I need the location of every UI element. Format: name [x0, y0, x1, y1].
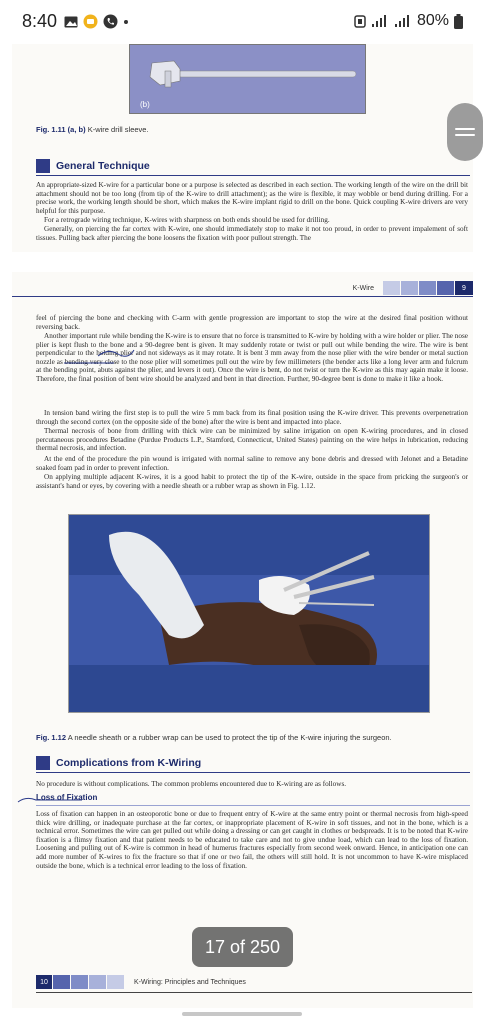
- surgical-photo-needle-sheath: [68, 514, 430, 713]
- footer-page-number: 10: [36, 975, 52, 989]
- paragraph: An appropriate-sized K-wire for a particular bone or a purpose is selected as described in each section. The working length of the wire on the drill bit attachment should not be too long (from tip of the K-wire to drill attachment); as the wire is flexible, it may wobble or bend during drilling. For a precise work, the working length should be short, which makes the K-wire implant rigid to drill on the bone. Quick coupling K-wire drivers are very helpful for this purpose.: [36, 181, 468, 215]
- photo-illustration: [69, 515, 429, 712]
- header-block: [383, 281, 400, 295]
- section-rule: [36, 175, 470, 176]
- status-bar: [0, 0, 485, 44]
- page-counter: 17 of 250: [192, 927, 293, 967]
- menu-icon: [455, 128, 475, 130]
- subsection-title: Loss of Fixation: [36, 793, 98, 802]
- footer-title: K-Wiring: Principles and Techniques: [134, 978, 246, 986]
- caption-label: Fig. 1.11 (a, b): [36, 125, 86, 134]
- notification-icons: [64, 14, 129, 29]
- header-block: [437, 281, 454, 295]
- paragraph: feel of piercing the bone and checking with C-arm with gentle progression are important to stop the wire at the desired final position without reversing back.: [36, 314, 468, 331]
- page-gap: [0, 252, 485, 272]
- header-block: [401, 281, 418, 295]
- gesture-nav-bar[interactable]: [182, 1012, 302, 1016]
- ink-strike-mark: [96, 346, 136, 360]
- running-header-title: K-Wire: [352, 284, 374, 292]
- footer-block: [71, 975, 88, 989]
- battery-icon: [454, 14, 463, 29]
- signal-icon-2: [394, 14, 412, 28]
- page-top: [12, 44, 473, 252]
- footer-block: [53, 975, 70, 989]
- subsection-rule: [36, 805, 470, 806]
- menu-handle-button[interactable]: [447, 103, 483, 161]
- section-title: Complications from K-Wiring: [56, 756, 202, 769]
- status-time: 8:40: [22, 11, 58, 31]
- paragraph: On applying multiple adjacent K-wires, it is a good habit to protect the tip of the K-wire, outside in the space from pricking the surgeon's or assistant's hand or eyes, by covering with a needle sheath or a rubber wrap as shown in Fig. 1.12.: [36, 473, 468, 490]
- paragraph: Another important rule while bending the K-wire is to ensure that no force is transmitted to K-wire by holding with a wire holder or plier. The nose plier is kept flush to the bone and a 90-degree bent is given. It may suddenly rotate or twist or pull out while bending the wire. The wire is bent perpendicular to the holding plier and not sideways as it may rotate. It is bent 3 mm away from the nose plier with the wire bender or metal suction nozzle as bending very close to the nose plier will sometimes pull out the wire by few millimeters (the bender acts like a long lever arm and fulcrum at the bending point, abuts against the plier, and levers it out). Once the wire is bent, do not twist or turn the K-wire as this may again make it loose. Therefore, the final position of bent wire should be analyzed and bent in that direction. Further, 90-degree bent is done to make it like a hook.: [36, 332, 468, 383]
- caption-label: Fig. 1.12: [36, 733, 67, 742]
- paragraph: Loss of fixation can happen in an osteoporotic bone or due to frequent entry of K-wire at the same entry point or thermal necrosis from high-speed thick wire drilling, or inadequate purchase at the far cortex, or inappropriate placement of K-wire in soft tissues, and not in the bone, which is a technical error. Sometimes the wire can get pulled out while doing a dressing or can get caught in clothes or bedspreads. It is to be noted that K-wire fixation is a flimsy fixation and that patient needs to be educated to take care and not to give undue load, which can lead to the loss of fixation. Loosening and pulling out of K-wire is common in head of humerus fractures especially from second week onward. Hence, in anticipation one can add more number of K-wires to fix the fracture so that if one or two fail, the others will still hold. It is not uncommon to have K-wire misplaced outside the bone, which is a technical error leading to the loss of fixation.: [36, 810, 468, 870]
- paragraph: Thermal necrosis of bone from drilling with thick wire can be minimized by saline irrigation on open K-wiring procedures, and in closed percutaneous procedures Betadine (Purdue Products L.P., Stamford, Connecticut, United States) painting on the wire helps in lubrication, reducing thermal necrosis, and infection.: [36, 427, 468, 453]
- running-header: [12, 280, 473, 296]
- paragraph: For a retrograde wiring technique, K-wires with sharpness on both ends should be used for drilling.: [44, 216, 330, 224]
- phone-icon: [103, 14, 118, 29]
- figure-label-b: (b): [140, 100, 150, 109]
- page-main: [12, 272, 473, 1008]
- section-marker: [36, 756, 50, 770]
- paragraph: Generally, on piercing the far cortex with K-wire, one should immediately stop to make it not too proud, in order to prevent impalement of soft tissues. Pulling back after piercing the bone loosens the fixation with poor pullout strength. The: [36, 225, 468, 242]
- kwire-drill-sleeve-figure: [129, 44, 366, 114]
- system-status: [354, 12, 463, 30]
- paragraph: No procedure is without complications. The common problems encountered due to K-wiring are as follows.: [36, 780, 347, 788]
- footer-block: [89, 975, 106, 989]
- section-rule: [36, 772, 470, 773]
- drill-sleeve-illustration: [130, 45, 365, 113]
- page-number: 9: [455, 281, 473, 295]
- menu-icon-line: [455, 134, 475, 136]
- gallery-icon: [64, 16, 78, 28]
- app-icon: [83, 14, 98, 29]
- running-footer: [36, 974, 476, 990]
- section-marker: [36, 159, 50, 173]
- section-heading-general-technique: [36, 157, 150, 174]
- header-rule: [12, 296, 473, 297]
- caption-text: A needle sheath or a rubber wrap can be used to protect the tip of the K-wire injuring the surgeon.: [67, 733, 392, 742]
- section-title: General Technique: [56, 159, 150, 172]
- footer-rule: [36, 992, 472, 993]
- figure-caption-1-12: [36, 733, 392, 742]
- caption-text: K-wire drill sleeve.: [87, 125, 149, 134]
- signal-icon: [371, 14, 389, 28]
- section-heading-complications: [36, 754, 201, 771]
- paragraph: In tension band wiring the first step is to pull the wire 5 mm back from its final position using the K-wire driver. This prevents overpenetration through the second cortex (on the opposite side of the bone) after the wire is bent and impacted into place.: [36, 409, 468, 426]
- ink-underline: [64, 360, 116, 366]
- alarm-icon: [354, 14, 366, 28]
- dot-icon: [123, 19, 129, 25]
- header-block: [419, 281, 436, 295]
- footer-block: [107, 975, 124, 989]
- battery-percent: 80%: [416, 12, 449, 29]
- paragraph: At the end of the procedure the pin wound is irrigated with normal saline to remove any bone debris and dressed with Jelonet and a Betadine soaked foam pad in order to prevent infection.: [36, 455, 468, 472]
- figure-caption-1-11: [36, 125, 149, 134]
